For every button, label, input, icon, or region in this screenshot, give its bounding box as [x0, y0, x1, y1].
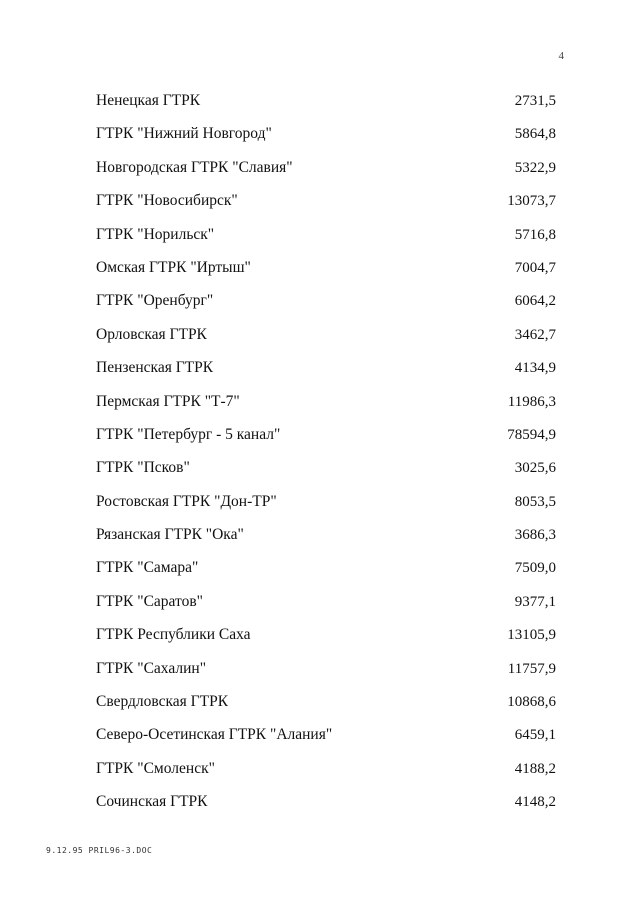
amount-value: 7509,0 — [514, 560, 556, 577]
table-row — [96, 555, 556, 588]
amount-value: 8053,5 — [514, 493, 556, 510]
table-row — [96, 455, 556, 488]
budget-table — [96, 88, 556, 823]
broadcaster-name: Ненецкая ГТРК — [96, 92, 201, 109]
broadcaster-name: ГТРК "Нижний Новгород" — [96, 125, 272, 143]
table-row — [96, 322, 556, 355]
broadcaster-name: Орловская ГТРК — [96, 325, 207, 343]
broadcaster-name: ГТРК "Норильск" — [96, 225, 215, 243]
table-row — [96, 288, 556, 321]
broadcaster-name: Северо-Осетинская ГТРК "Алания" — [96, 726, 333, 744]
table-row — [96, 88, 556, 121]
broadcaster-name: ГТРК "Саратов" — [96, 592, 204, 610]
amount-value: 3025,6 — [514, 460, 556, 477]
amount-value: 11757,9 — [507, 660, 556, 677]
page-number: 4 — [558, 50, 564, 62]
table-row — [96, 522, 556, 555]
table-row — [96, 489, 556, 522]
broadcaster-name: Омская ГТРК "Иртыш" — [96, 258, 251, 276]
amount-value: 10868,6 — [507, 694, 556, 711]
amount-value: 4148,2 — [514, 794, 556, 811]
broadcaster-name: Пензенская ГТРК — [96, 359, 214, 377]
table-row — [96, 222, 556, 255]
broadcaster-name: ГТРК Республики Саха — [96, 626, 251, 644]
amount-value: 3686,3 — [514, 527, 556, 544]
table-row — [96, 789, 556, 822]
table-row — [96, 355, 556, 388]
broadcaster-name: ГТРК "Оренбург" — [96, 292, 214, 310]
broadcaster-name: Ростовская ГТРК "Дон-ТР" — [96, 492, 277, 510]
file-footer: 9.12.95 PRIL96-3.DOC — [46, 846, 153, 855]
broadcaster-name: ГТРК "Новосибирск" — [96, 192, 238, 210]
table-row — [96, 255, 556, 288]
amount-value: 4134,9 — [514, 360, 556, 377]
table-row — [96, 422, 556, 455]
amount-value: 13105,9 — [507, 627, 556, 644]
amount-value: 5322,9 — [514, 159, 556, 176]
table-row — [96, 689, 556, 722]
broadcaster-name: ГТРК "Псков" — [96, 459, 190, 477]
broadcaster-name: Сочинская ГТРК — [96, 793, 208, 811]
table-row — [96, 589, 556, 622]
broadcaster-name: ГТРК "Смоленск" — [96, 759, 215, 777]
broadcaster-name: Рязанская ГТРК "Ока" — [96, 526, 244, 544]
amount-value: 6459,1 — [514, 727, 556, 744]
amount-value: 7004,7 — [514, 259, 556, 276]
table-row — [96, 188, 556, 221]
table-row — [96, 656, 556, 689]
broadcaster-name: ГТРК "Самара" — [96, 559, 199, 577]
table-row — [96, 389, 556, 422]
broadcaster-name: Свердловская ГТРК — [96, 693, 229, 711]
table-row — [96, 121, 556, 154]
broadcaster-name: Новгородская ГТРК "Славия" — [96, 158, 293, 176]
amount-value: 9377,1 — [514, 593, 556, 610]
amount-value: 13073,7 — [507, 193, 556, 210]
amount-value: 5864,8 — [514, 126, 556, 143]
table-row — [96, 622, 556, 655]
table-row — [96, 722, 556, 755]
broadcaster-name: ГТРК "Петербург - 5 канал" — [96, 425, 281, 443]
table-row — [96, 155, 556, 188]
amount-value: 5716,8 — [514, 226, 556, 243]
amount-value: 11986,3 — [507, 393, 556, 410]
table-row — [96, 756, 556, 789]
broadcaster-name: ГТРК "Сахалин" — [96, 659, 207, 677]
broadcaster-name: Пермская ГТРК "Т-7" — [96, 392, 240, 410]
amount-value: 78594,9 — [507, 426, 556, 443]
amount-value: 6064,2 — [514, 293, 556, 310]
amount-value: 2731,5 — [514, 93, 556, 109]
amount-value: 4188,2 — [514, 760, 556, 777]
amount-value: 3462,7 — [514, 326, 556, 343]
